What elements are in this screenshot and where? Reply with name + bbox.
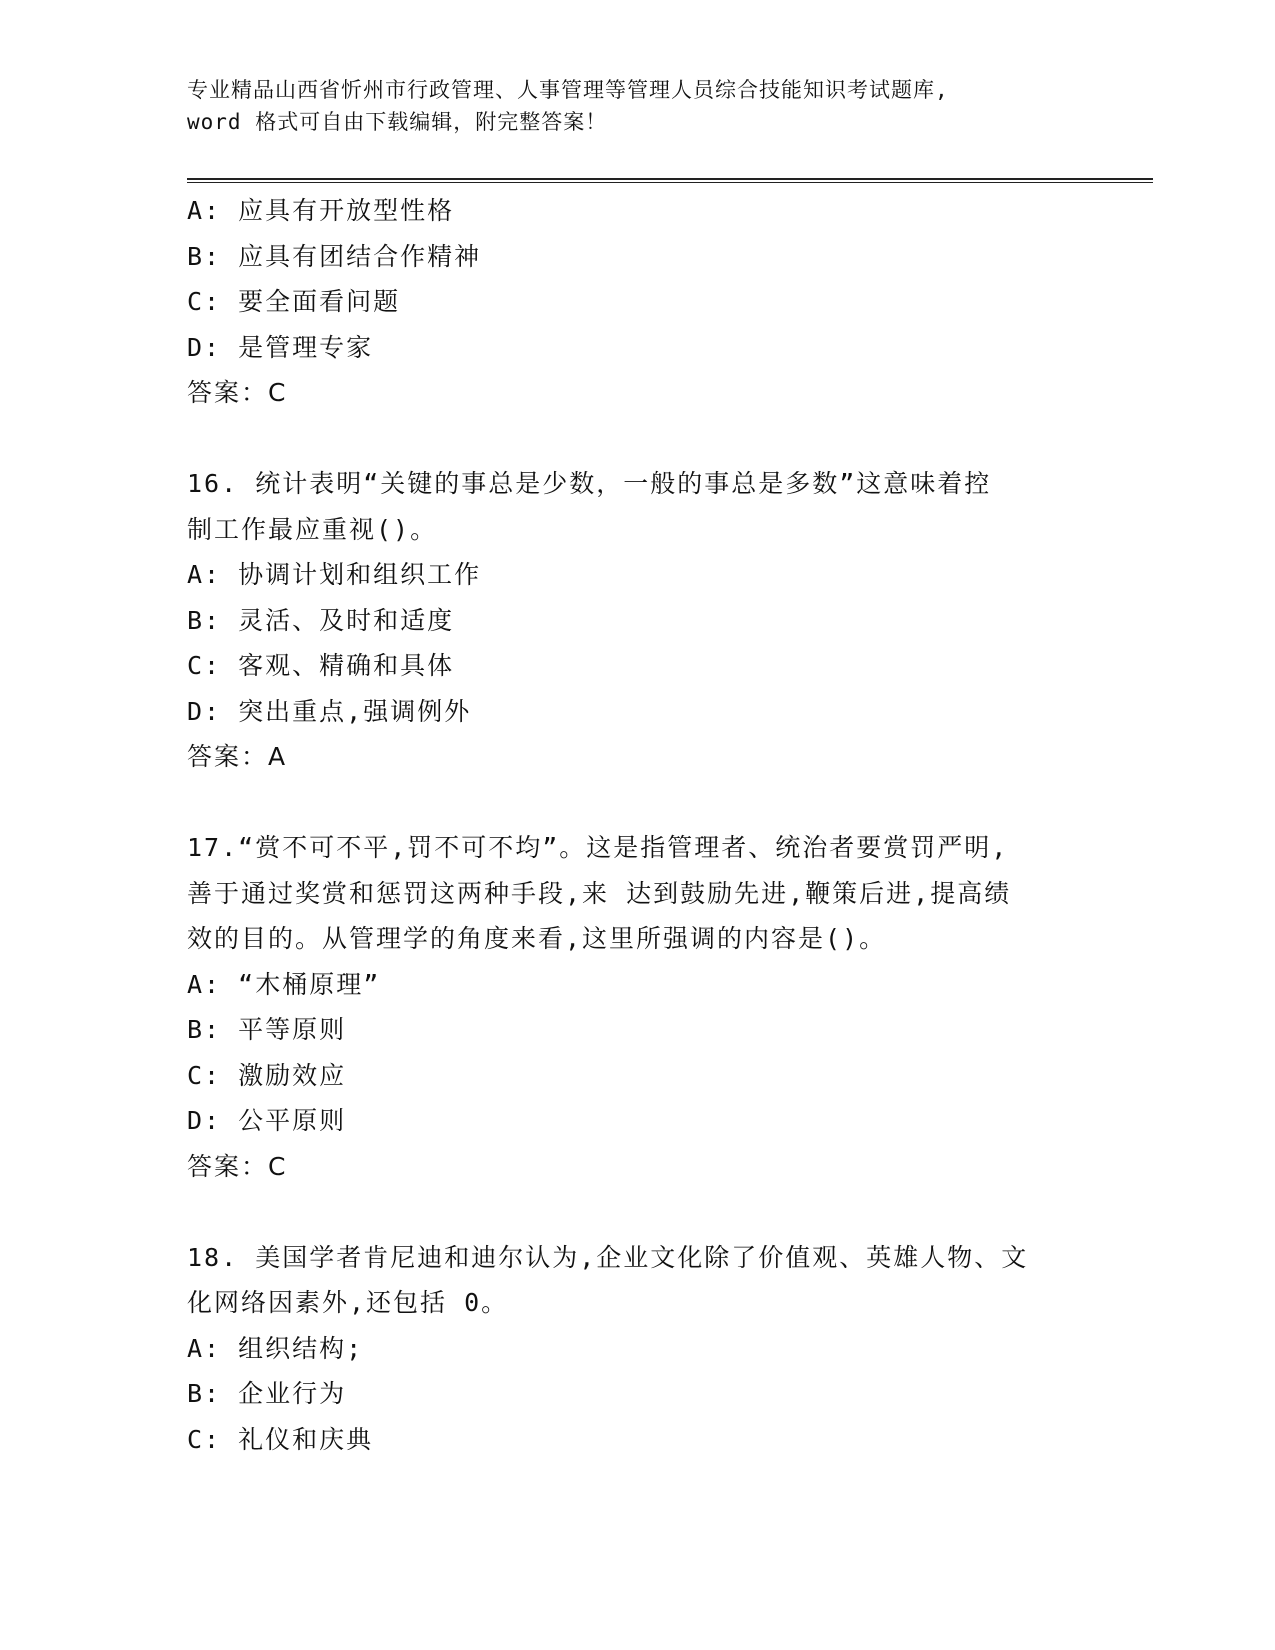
question-stem-line: 16. 统计表明“关键的事总是少数，一般的事总是多数”这意味着控 <box>187 469 992 498</box>
question-stem-line: 18. 美国学者肯尼迪和迪尔认为,企业文化除了价值观、英雄人物、文 <box>187 1242 1029 1272</box>
option-d: D: 突出重点,强调例外 <box>187 696 472 726</box>
answer-line: 答案：C <box>187 378 288 407</box>
option-b: B: 企业行为 <box>187 1379 347 1408</box>
question-15 <box>187 188 1087 416</box>
option-d: D: 公平原则 <box>187 1106 347 1135</box>
document-header <box>187 74 1087 138</box>
option-a: A: “木桶原理” <box>187 969 381 999</box>
question-stem-line: 化网络因素外,还包括 0。 <box>187 1288 509 1317</box>
option-b: B: 应具有团结合作精神 <box>187 241 482 271</box>
spacer <box>187 1189 1087 1235</box>
option-b: B: 灵活、及时和适度 <box>187 605 455 635</box>
question-18 <box>187 1235 1087 1463</box>
question-stem-line: 效的目的。从管理学的角度来看,这里所强调的内容是()。 <box>187 924 887 953</box>
option-a: A: 协调计划和组织工作 <box>187 560 482 589</box>
answer-line: 答案：A <box>187 742 288 771</box>
question-stem-line: 17.“赏不可不平,罚不可不均”。这是指管理者、统治者要赏罚严明, <box>187 833 1009 862</box>
option-b: B: 平等原则 <box>187 1015 347 1044</box>
option-a: A: 组织结构; <box>187 1333 364 1363</box>
spacer <box>187 416 1087 462</box>
option-c: C: 激励效应 <box>187 1060 347 1090</box>
question-16 <box>187 461 1087 780</box>
option-c: C: 要全面看问题 <box>187 287 401 316</box>
question-stem-line: 善于通过奖赏和惩罚这两种手段,来 达到鼓励先进,鞭策后进,提高绩 <box>187 878 1012 908</box>
spacer <box>187 780 1087 826</box>
question-17 <box>187 825 1087 1189</box>
header-title-line-1: 专业精品山西省忻州市行政管理、人事管理等管理人员综合技能知识考试题库, <box>187 78 949 102</box>
question-stem-line: 制工作最应重视()。 <box>187 514 438 544</box>
answer-line: 答案：C <box>187 1151 288 1181</box>
option-c: C: 客观、精确和具体 <box>187 651 455 680</box>
header-divider <box>187 178 1153 183</box>
option-a: A: 应具有开放型性格 <box>187 196 455 225</box>
option-d: D: 是管理专家 <box>187 332 374 362</box>
question-content <box>187 188 1087 1462</box>
header-title-line-2: word 格式可自由下载编辑，附完整答案！ <box>187 110 608 134</box>
option-c: C: 礼仪和庆典 <box>187 1424 374 1454</box>
